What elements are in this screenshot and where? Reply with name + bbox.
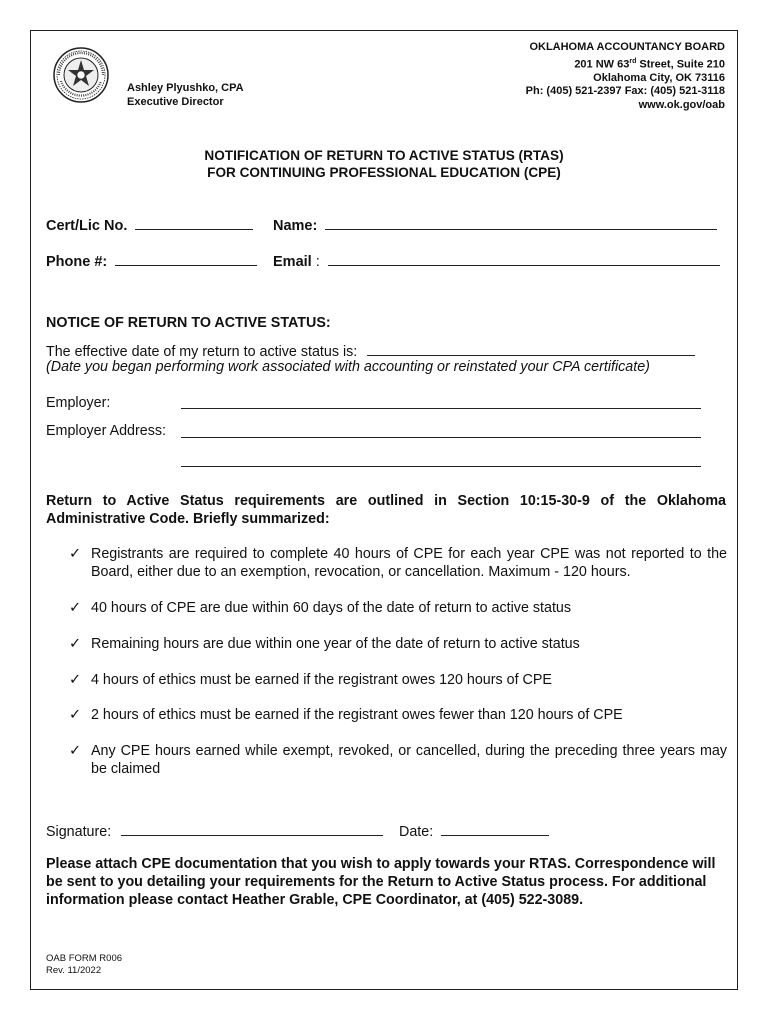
name-input-line[interactable] <box>325 215 717 230</box>
email-field: Email : <box>273 251 720 270</box>
board-name: OKLAHOMA ACCOUNTANCY BOARD <box>529 41 725 53</box>
signature-input-line[interactable] <box>121 821 383 836</box>
list-item: ✓ 2 hours of ethics must be earned if the registrant owes fewer than 120 hours of CPE <box>69 707 623 723</box>
state-seal-icon <box>53 47 109 103</box>
employer-address-input-line[interactable] <box>181 423 701 438</box>
form-number-block <box>46 953 122 977</box>
cert-input-line[interactable] <box>135 215 253 230</box>
form-title-line1: NOTIFICATION OF RETURN TO ACTIVE STATUS (RTAS) <box>204 148 564 163</box>
email-label: Email <box>273 254 312 270</box>
phone-field <box>46 251 257 270</box>
checkmark-icon: ✓ <box>69 600 81 616</box>
checkmark-icon: ✓ <box>69 636 81 652</box>
employer-label: Employer: <box>46 395 111 411</box>
email-input-line[interactable] <box>328 251 720 266</box>
date-label: Date: <box>399 824 434 840</box>
cert-field <box>46 215 253 234</box>
director-name: Ashley Plyushko, CPA <box>127 82 244 94</box>
effective-date-note: (Date you began performing work associated with accounting or reinstated your CPA certificate) <box>46 359 650 375</box>
form-number: OAB FORM R006 <box>46 953 123 964</box>
checkmark-icon: ✓ <box>69 546 81 562</box>
date-input-line[interactable] <box>441 821 549 836</box>
attach-instructions: Please attach CPE documentation that you wish to apply towards your RTAS. Correspondence will be sent to you detailing your requirements for the Return to Active Status process. For additional information please contact Heather Grable, CPE Coordinator, at (405) 522-3089. <box>46 856 716 908</box>
list-item: ✓ Remaining hours are due within one year of the date of return to active status <box>69 636 580 652</box>
employer-input-line[interactable] <box>181 394 701 409</box>
requirements-intro: Return to Active Status requirements are outlined in Section 10:15-30-9 of the Oklahoma Administrative Code. Briefly summarized: <box>46 493 726 527</box>
director-title: Executive Director <box>127 96 224 108</box>
form-title-line2: FOR CONTINUING PROFESSIONAL EDUCATION (CPE) <box>207 165 561 180</box>
board-street: 201 NW 63rd Street, Suite 210 <box>574 57 725 71</box>
phone-label: Phone #: <box>46 254 108 270</box>
signature-field <box>46 821 383 840</box>
checkmark-icon: ✓ <box>69 707 81 723</box>
signature-label: Signature: <box>46 824 112 840</box>
cert-label: Cert/Lic No. <box>46 218 128 234</box>
notice-heading: NOTICE OF RETURN TO ACTIVE STATUS: <box>46 315 331 331</box>
effective-date-label: The effective date of my return to active status is: <box>46 344 358 360</box>
employer-address-label: Employer Address: <box>46 423 166 439</box>
checkmark-icon: ✓ <box>69 743 81 759</box>
effective-date-input-line[interactable] <box>367 341 695 356</box>
date-field <box>399 821 549 840</box>
board-address-block <box>526 41 725 112</box>
board-phone-fax: Ph: (405) 521-2397 Fax: (405) 521-3118 <box>525 85 725 98</box>
employer-address-input-line-2[interactable] <box>181 452 701 467</box>
name-label: Name: <box>273 218 318 234</box>
checkmark-icon: ✓ <box>69 672 81 688</box>
form-page <box>30 30 738 990</box>
list-item: ✓ Registrants are required to complete 40 hours of CPE for each year CPE was not reported to the Board, either due to an exemption, revocation, or cancellation. Maximum - 120 hours. <box>69 546 727 580</box>
name-field <box>273 215 717 234</box>
form-title <box>31 147 737 181</box>
form-revision: Rev. 11/2022 <box>46 965 102 976</box>
director-block <box>127 81 244 109</box>
board-city: Oklahoma City, OK 73116 <box>593 71 725 84</box>
board-website: www.ok.gov/oab <box>638 98 725 111</box>
phone-input-line[interactable] <box>115 251 257 266</box>
list-item: ✓ 40 hours of CPE are due within 60 days of the date of return to active status <box>69 600 572 616</box>
list-item: ✓ 4 hours of ethics must be earned if the registrant owes 120 hours of CPE <box>69 672 552 688</box>
effective-date-field <box>46 341 695 360</box>
list-item: ✓ Any CPE hours earned while exempt, revoked, or cancelled, during the preceding three years may be claimed <box>69 743 727 777</box>
